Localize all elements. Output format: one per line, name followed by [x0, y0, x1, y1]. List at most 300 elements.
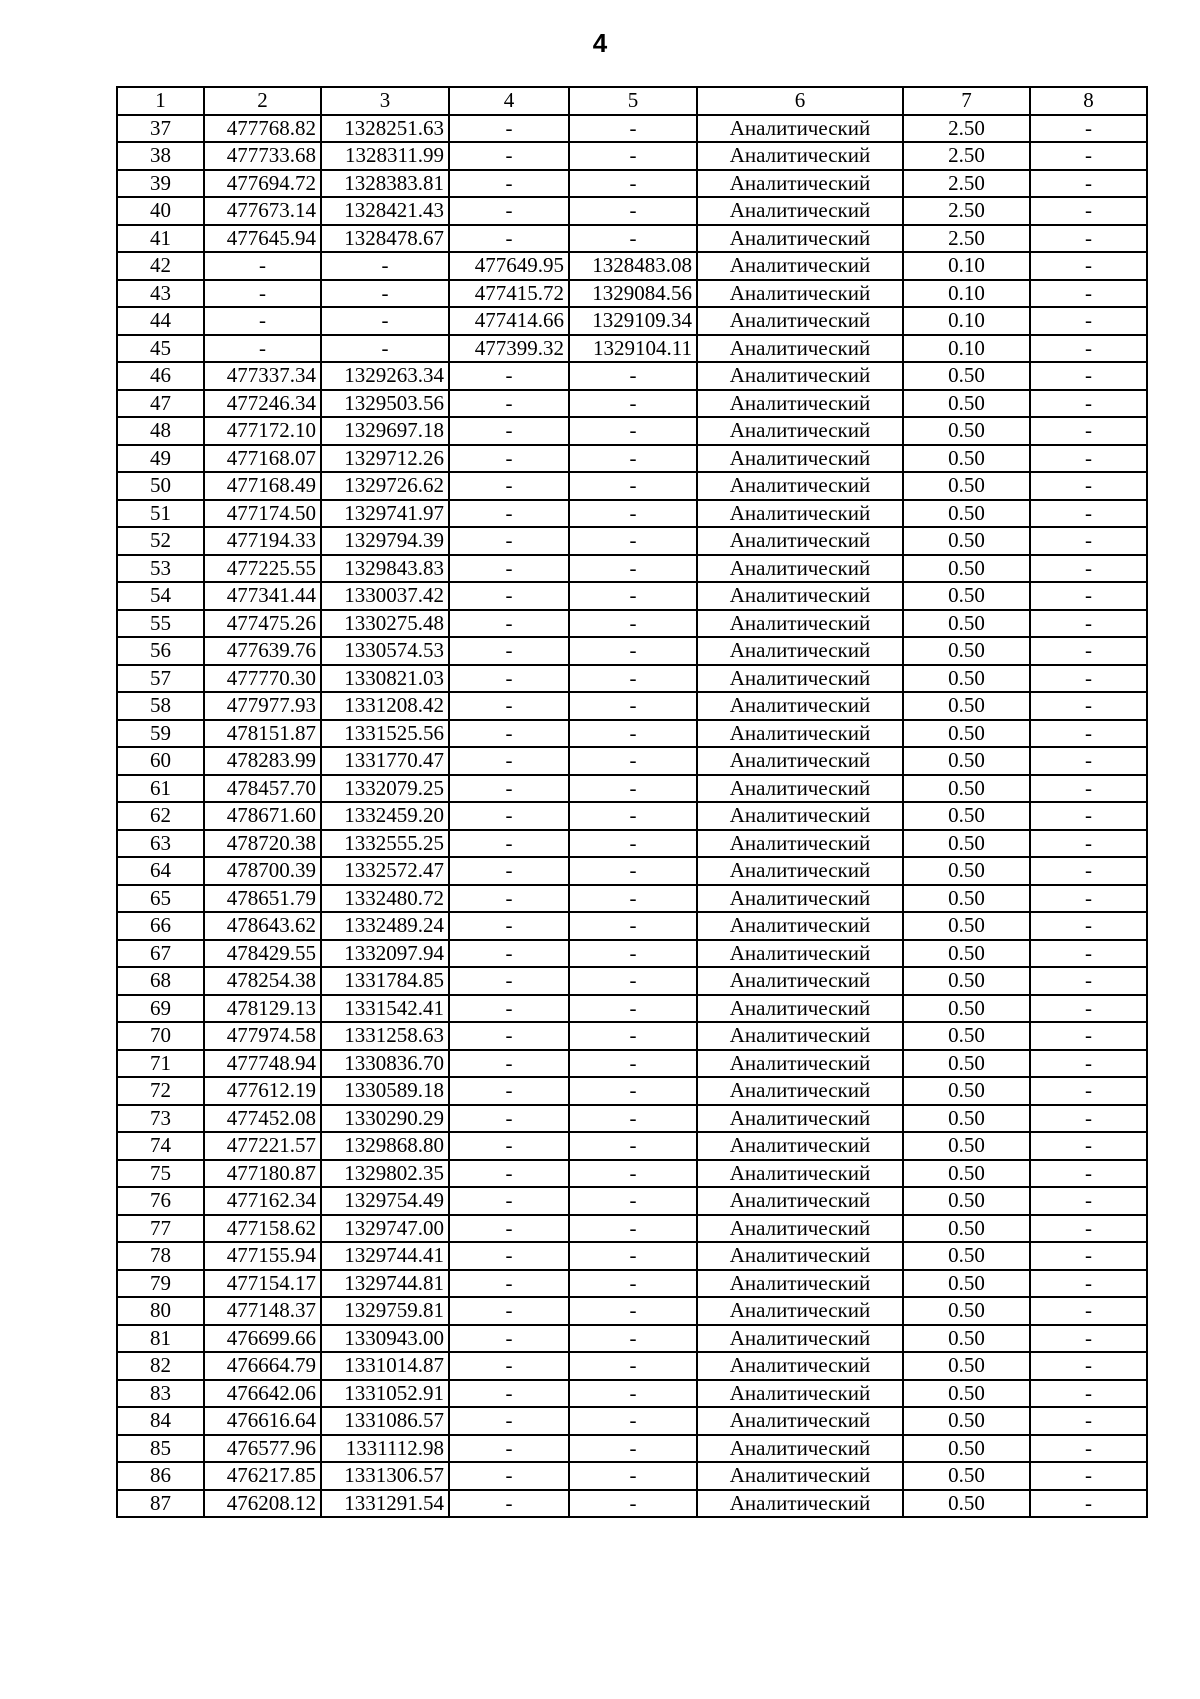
x-coordinate-alt-cell: -	[449, 1077, 569, 1105]
y-coordinate-cell: 1332079.25	[321, 775, 449, 803]
y-coordinate-alt-cell: -	[569, 665, 697, 693]
y-coordinate-alt-cell: -	[569, 637, 697, 665]
method-cell: Аналитический	[697, 665, 903, 693]
accuracy-cell: 0.50	[903, 472, 1030, 500]
table-row	[117, 775, 1147, 803]
y-coordinate-cell: 1329843.83	[321, 555, 449, 583]
y-coordinate-alt-cell: -	[569, 692, 697, 720]
point-number-cell: 76	[117, 1187, 204, 1215]
x-coordinate-alt-cell: -	[449, 500, 569, 528]
table-row	[117, 527, 1147, 555]
y-coordinate-alt-cell: -	[569, 445, 697, 473]
x-coordinate-alt-cell: -	[449, 720, 569, 748]
y-coordinate-cell: 1331542.41	[321, 995, 449, 1023]
x-coordinate-alt-cell: -	[449, 527, 569, 555]
point-number-cell: 40	[117, 197, 204, 225]
y-coordinate-cell: 1331291.54	[321, 1490, 449, 1518]
y-coordinate-alt-cell: -	[569, 995, 697, 1023]
x-coordinate-alt-cell: -	[449, 995, 569, 1023]
table-row	[117, 967, 1147, 995]
y-coordinate-cell: 1331052.91	[321, 1380, 449, 1408]
table-row	[117, 555, 1147, 583]
point-number-cell: 54	[117, 582, 204, 610]
point-number-cell: 61	[117, 775, 204, 803]
x-coordinate-cell: 477148.37	[204, 1297, 321, 1325]
method-cell: Аналитический	[697, 582, 903, 610]
method-cell: Аналитический	[697, 445, 903, 473]
y-coordinate-alt-cell: -	[569, 472, 697, 500]
x-coordinate-cell: 477158.62	[204, 1215, 321, 1243]
y-coordinate-cell: 1329744.41	[321, 1242, 449, 1270]
y-coordinate-alt-cell: -	[569, 830, 697, 858]
point-number-cell: 45	[117, 335, 204, 363]
x-coordinate-cell: 476616.64	[204, 1407, 321, 1435]
method-cell: Аналитический	[697, 417, 903, 445]
x-coordinate-cell: 477974.58	[204, 1022, 321, 1050]
point-number-cell: 64	[117, 857, 204, 885]
x-coordinate-alt-cell: -	[449, 857, 569, 885]
method-cell: Аналитический	[697, 1270, 903, 1298]
y-coordinate-cell: 1328383.81	[321, 170, 449, 198]
point-number-cell: 86	[117, 1462, 204, 1490]
x-coordinate-alt-cell: -	[449, 775, 569, 803]
method-cell: Аналитический	[697, 802, 903, 830]
x-coordinate-cell: 476699.66	[204, 1325, 321, 1353]
point-number-cell: 65	[117, 885, 204, 913]
x-coordinate-cell: 477155.94	[204, 1242, 321, 1270]
y-coordinate-cell: 1331112.98	[321, 1435, 449, 1463]
accuracy-cell: 0.50	[903, 692, 1030, 720]
y-coordinate-cell: 1330589.18	[321, 1077, 449, 1105]
accuracy-cell: 0.50	[903, 775, 1030, 803]
y-coordinate-alt-cell: -	[569, 747, 697, 775]
x-coordinate-alt-cell: -	[449, 445, 569, 473]
table-row	[117, 252, 1147, 280]
point-number-cell: 67	[117, 940, 204, 968]
method-cell: Аналитический	[697, 720, 903, 748]
y-coordinate-cell: 1330943.00	[321, 1325, 449, 1353]
x-coordinate-cell: 477168.49	[204, 472, 321, 500]
x-coordinate-cell: 477645.94	[204, 225, 321, 253]
note-cell: -	[1030, 1270, 1147, 1298]
y-coordinate-cell: 1329747.00	[321, 1215, 449, 1243]
y-coordinate-alt-cell: -	[569, 1490, 697, 1518]
accuracy-cell: 0.50	[903, 967, 1030, 995]
x-coordinate-alt-cell: -	[449, 170, 569, 198]
note-cell: -	[1030, 940, 1147, 968]
table-row	[117, 170, 1147, 198]
table-row	[117, 1215, 1147, 1243]
y-coordinate-alt-cell: -	[569, 390, 697, 418]
accuracy-cell: 0.50	[903, 1132, 1030, 1160]
table-row	[117, 1242, 1147, 1270]
accuracy-cell: 0.50	[903, 362, 1030, 390]
point-number-cell: 52	[117, 527, 204, 555]
table-row	[117, 142, 1147, 170]
y-coordinate-alt-cell: -	[569, 582, 697, 610]
x-coordinate-alt-cell: -	[449, 1490, 569, 1518]
y-coordinate-alt-cell: 1329109.34	[569, 307, 697, 335]
column-header: 2	[204, 87, 321, 115]
note-cell: -	[1030, 637, 1147, 665]
note-cell: -	[1030, 1160, 1147, 1188]
note-cell: -	[1030, 720, 1147, 748]
note-cell: -	[1030, 527, 1147, 555]
x-coordinate-cell: 477194.33	[204, 527, 321, 555]
x-coordinate-alt-cell: -	[449, 390, 569, 418]
note-cell: -	[1030, 1242, 1147, 1270]
note-cell: -	[1030, 775, 1147, 803]
x-coordinate-cell: 477246.34	[204, 390, 321, 418]
y-coordinate-alt-cell: -	[569, 500, 697, 528]
x-coordinate-cell: -	[204, 335, 321, 363]
method-cell: Аналитический	[697, 1132, 903, 1160]
x-coordinate-cell: -	[204, 280, 321, 308]
point-number-cell: 84	[117, 1407, 204, 1435]
note-cell: -	[1030, 665, 1147, 693]
method-cell: Аналитический	[697, 362, 903, 390]
table-header	[117, 87, 1147, 115]
accuracy-cell: 2.50	[903, 170, 1030, 198]
method-cell: Аналитический	[697, 1297, 903, 1325]
point-number-cell: 62	[117, 802, 204, 830]
point-number-cell: 41	[117, 225, 204, 253]
note-cell: -	[1030, 1462, 1147, 1490]
point-number-cell: 75	[117, 1160, 204, 1188]
x-coordinate-cell: -	[204, 252, 321, 280]
table-row	[117, 885, 1147, 913]
y-coordinate-alt-cell: -	[569, 1077, 697, 1105]
table-row	[117, 1352, 1147, 1380]
method-cell: Аналитический	[697, 170, 903, 198]
accuracy-cell: 0.50	[903, 1380, 1030, 1408]
x-coordinate-cell: 477221.57	[204, 1132, 321, 1160]
y-coordinate-alt-cell: -	[569, 885, 697, 913]
note-cell: -	[1030, 1380, 1147, 1408]
y-coordinate-alt-cell: -	[569, 362, 697, 390]
x-coordinate-cell: 477673.14	[204, 197, 321, 225]
y-coordinate-cell: 1331525.56	[321, 720, 449, 748]
y-coordinate-cell: 1330275.48	[321, 610, 449, 638]
y-coordinate-alt-cell: -	[569, 1462, 697, 1490]
point-number-cell: 49	[117, 445, 204, 473]
x-coordinate-cell: 477180.87	[204, 1160, 321, 1188]
note-cell: -	[1030, 1187, 1147, 1215]
y-coordinate-alt-cell: -	[569, 417, 697, 445]
y-coordinate-cell: -	[321, 307, 449, 335]
note-cell: -	[1030, 830, 1147, 858]
table-row	[117, 1380, 1147, 1408]
x-coordinate-cell: 477337.34	[204, 362, 321, 390]
accuracy-cell: 0.50	[903, 1297, 1030, 1325]
point-number-cell: 57	[117, 665, 204, 693]
note-cell: -	[1030, 1435, 1147, 1463]
y-coordinate-alt-cell: -	[569, 775, 697, 803]
x-coordinate-cell: 476208.12	[204, 1490, 321, 1518]
note-cell: -	[1030, 115, 1147, 143]
point-number-cell: 81	[117, 1325, 204, 1353]
y-coordinate-alt-cell: -	[569, 1380, 697, 1408]
y-coordinate-cell: 1329741.97	[321, 500, 449, 528]
note-cell: -	[1030, 1297, 1147, 1325]
table-row	[117, 335, 1147, 363]
x-coordinate-alt-cell: -	[449, 1242, 569, 1270]
point-number-cell: 85	[117, 1435, 204, 1463]
point-number-cell: 77	[117, 1215, 204, 1243]
method-cell: Аналитический	[697, 830, 903, 858]
accuracy-cell: 0.50	[903, 637, 1030, 665]
coordinates-table	[116, 86, 1148, 1518]
point-number-cell: 46	[117, 362, 204, 390]
column-header: 5	[569, 87, 697, 115]
x-coordinate-cell: -	[204, 307, 321, 335]
point-number-cell: 79	[117, 1270, 204, 1298]
table-row	[117, 995, 1147, 1023]
point-number-cell: 59	[117, 720, 204, 748]
method-cell: Аналитический	[697, 1325, 903, 1353]
table-row	[117, 1435, 1147, 1463]
method-cell: Аналитический	[697, 885, 903, 913]
y-coordinate-alt-cell: -	[569, 1132, 697, 1160]
table-row	[117, 307, 1147, 335]
table-row	[117, 1077, 1147, 1105]
table-row	[117, 1490, 1147, 1518]
accuracy-cell: 0.50	[903, 527, 1030, 555]
y-coordinate-alt-cell: -	[569, 802, 697, 830]
note-cell: -	[1030, 390, 1147, 418]
method-cell: Аналитический	[697, 1077, 903, 1105]
x-coordinate-cell: 477770.30	[204, 665, 321, 693]
y-coordinate-cell: 1329503.56	[321, 390, 449, 418]
y-coordinate-alt-cell: -	[569, 1160, 697, 1188]
method-cell: Аналитический	[697, 307, 903, 335]
x-coordinate-cell: 477168.07	[204, 445, 321, 473]
method-cell: Аналитический	[697, 225, 903, 253]
y-coordinate-alt-cell: -	[569, 1270, 697, 1298]
table-body	[117, 115, 1147, 1518]
y-coordinate-cell: -	[321, 280, 449, 308]
accuracy-cell: 0.50	[903, 1215, 1030, 1243]
y-coordinate-cell: 1331306.57	[321, 1462, 449, 1490]
y-coordinate-cell: 1329868.80	[321, 1132, 449, 1160]
point-number-cell: 78	[117, 1242, 204, 1270]
accuracy-cell: 0.50	[903, 500, 1030, 528]
x-coordinate-alt-cell: 477649.95	[449, 252, 569, 280]
note-cell: -	[1030, 197, 1147, 225]
column-header: 3	[321, 87, 449, 115]
note-cell: -	[1030, 857, 1147, 885]
accuracy-cell: 0.50	[903, 1022, 1030, 1050]
column-header: 4	[449, 87, 569, 115]
table-row	[117, 115, 1147, 143]
method-cell: Аналитический	[697, 1242, 903, 1270]
method-cell: Аналитический	[697, 857, 903, 885]
method-cell: Аналитический	[697, 1022, 903, 1050]
y-coordinate-alt-cell: -	[569, 1187, 697, 1215]
accuracy-cell: 0.50	[903, 912, 1030, 940]
x-coordinate-alt-cell: -	[449, 362, 569, 390]
x-coordinate-cell: 478457.70	[204, 775, 321, 803]
note-cell: -	[1030, 692, 1147, 720]
y-coordinate-cell: 1329794.39	[321, 527, 449, 555]
note-cell: -	[1030, 307, 1147, 335]
y-coordinate-cell: 1332555.25	[321, 830, 449, 858]
y-coordinate-alt-cell: -	[569, 1352, 697, 1380]
table-row	[117, 445, 1147, 473]
point-number-cell: 60	[117, 747, 204, 775]
y-coordinate-alt-cell: -	[569, 555, 697, 583]
x-coordinate-alt-cell: -	[449, 1435, 569, 1463]
x-coordinate-cell: 477748.94	[204, 1050, 321, 1078]
x-coordinate-alt-cell: -	[449, 940, 569, 968]
y-coordinate-alt-cell: -	[569, 1297, 697, 1325]
y-coordinate-cell: 1332459.20	[321, 802, 449, 830]
x-coordinate-cell: 476642.06	[204, 1380, 321, 1408]
method-cell: Аналитический	[697, 1105, 903, 1133]
note-cell: -	[1030, 1325, 1147, 1353]
column-header: 7	[903, 87, 1030, 115]
accuracy-cell: 0.50	[903, 940, 1030, 968]
method-cell: Аналитический	[697, 1435, 903, 1463]
y-coordinate-alt-cell: -	[569, 142, 697, 170]
accuracy-cell: 0.10	[903, 280, 1030, 308]
accuracy-cell: 0.50	[903, 610, 1030, 638]
accuracy-cell: 0.50	[903, 747, 1030, 775]
method-cell: Аналитический	[697, 1462, 903, 1490]
x-coordinate-alt-cell: -	[449, 885, 569, 913]
table-row	[117, 912, 1147, 940]
point-number-cell: 70	[117, 1022, 204, 1050]
accuracy-cell: 0.50	[903, 1270, 1030, 1298]
x-coordinate-cell: 477694.72	[204, 170, 321, 198]
note-cell: -	[1030, 1022, 1147, 1050]
point-number-cell: 55	[117, 610, 204, 638]
note-cell: -	[1030, 885, 1147, 913]
y-coordinate-cell: 1331014.87	[321, 1352, 449, 1380]
table-row	[117, 1325, 1147, 1353]
x-coordinate-alt-cell: -	[449, 1132, 569, 1160]
method-cell: Аналитический	[697, 747, 903, 775]
note-cell: -	[1030, 912, 1147, 940]
method-cell: Аналитический	[697, 1215, 903, 1243]
x-coordinate-cell: 477172.10	[204, 417, 321, 445]
y-coordinate-alt-cell: -	[569, 1407, 697, 1435]
note-cell: -	[1030, 252, 1147, 280]
table-row	[117, 1407, 1147, 1435]
x-coordinate-cell: 477162.34	[204, 1187, 321, 1215]
x-coordinate-cell: 477612.19	[204, 1077, 321, 1105]
y-coordinate-cell: 1332480.72	[321, 885, 449, 913]
x-coordinate-cell: 478283.99	[204, 747, 321, 775]
table-row	[117, 692, 1147, 720]
table-row	[117, 582, 1147, 610]
accuracy-cell: 0.50	[903, 390, 1030, 418]
y-coordinate-cell: 1330836.70	[321, 1050, 449, 1078]
y-coordinate-alt-cell: -	[569, 1105, 697, 1133]
y-coordinate-cell: 1328311.99	[321, 142, 449, 170]
y-coordinate-cell: 1331208.42	[321, 692, 449, 720]
table-row	[117, 1270, 1147, 1298]
point-number-cell: 43	[117, 280, 204, 308]
table-row	[117, 197, 1147, 225]
x-coordinate-alt-cell: -	[449, 1105, 569, 1133]
point-number-cell: 82	[117, 1352, 204, 1380]
accuracy-cell: 2.50	[903, 225, 1030, 253]
method-cell: Аналитический	[697, 1352, 903, 1380]
accuracy-cell: 2.50	[903, 115, 1030, 143]
method-cell: Аналитический	[697, 527, 903, 555]
y-coordinate-cell: -	[321, 252, 449, 280]
note-cell: -	[1030, 500, 1147, 528]
table-row	[117, 1187, 1147, 1215]
y-coordinate-cell: 1328251.63	[321, 115, 449, 143]
accuracy-cell: 0.50	[903, 885, 1030, 913]
y-coordinate-cell: 1332097.94	[321, 940, 449, 968]
y-coordinate-cell: 1329754.49	[321, 1187, 449, 1215]
note-cell: -	[1030, 225, 1147, 253]
y-coordinate-cell: 1329744.81	[321, 1270, 449, 1298]
y-coordinate-alt-cell: 1329084.56	[569, 280, 697, 308]
table-row	[117, 1297, 1147, 1325]
table-row	[117, 390, 1147, 418]
accuracy-cell: 0.50	[903, 1050, 1030, 1078]
y-coordinate-alt-cell: -	[569, 170, 697, 198]
accuracy-cell: 0.50	[903, 830, 1030, 858]
x-coordinate-cell: 476664.79	[204, 1352, 321, 1380]
method-cell: Аналитический	[697, 637, 903, 665]
y-coordinate-alt-cell: 1328483.08	[569, 252, 697, 280]
x-coordinate-alt-cell: -	[449, 1215, 569, 1243]
y-coordinate-cell: 1329802.35	[321, 1160, 449, 1188]
x-coordinate-alt-cell: -	[449, 1022, 569, 1050]
y-coordinate-alt-cell: -	[569, 1325, 697, 1353]
note-cell: -	[1030, 445, 1147, 473]
method-cell: Аналитический	[697, 912, 903, 940]
y-coordinate-alt-cell: 1329104.11	[569, 335, 697, 363]
note-cell: -	[1030, 1050, 1147, 1078]
note-cell: -	[1030, 170, 1147, 198]
y-coordinate-cell: 1331784.85	[321, 967, 449, 995]
y-coordinate-cell: 1331086.57	[321, 1407, 449, 1435]
method-cell: Аналитический	[697, 1187, 903, 1215]
accuracy-cell: 0.50	[903, 995, 1030, 1023]
accuracy-cell: 0.10	[903, 307, 1030, 335]
point-number-cell: 66	[117, 912, 204, 940]
point-number-cell: 72	[117, 1077, 204, 1105]
table-row	[117, 225, 1147, 253]
method-cell: Аналитический	[697, 197, 903, 225]
y-coordinate-cell: 1332489.24	[321, 912, 449, 940]
x-coordinate-cell: 477768.82	[204, 115, 321, 143]
y-coordinate-alt-cell: -	[569, 610, 697, 638]
note-cell: -	[1030, 1215, 1147, 1243]
x-coordinate-cell: 477174.50	[204, 500, 321, 528]
note-cell: -	[1030, 1132, 1147, 1160]
accuracy-cell: 0.50	[903, 1105, 1030, 1133]
accuracy-cell: 0.50	[903, 1352, 1030, 1380]
y-coordinate-alt-cell: -	[569, 967, 697, 995]
point-number-cell: 47	[117, 390, 204, 418]
table-row	[117, 500, 1147, 528]
x-coordinate-cell: 476217.85	[204, 1462, 321, 1490]
method-cell: Аналитический	[697, 390, 903, 418]
method-cell: Аналитический	[697, 1407, 903, 1435]
header-row	[117, 87, 1147, 115]
note-cell: -	[1030, 280, 1147, 308]
method-cell: Аналитический	[697, 940, 903, 968]
note-cell: -	[1030, 610, 1147, 638]
accuracy-cell: 0.50	[903, 857, 1030, 885]
